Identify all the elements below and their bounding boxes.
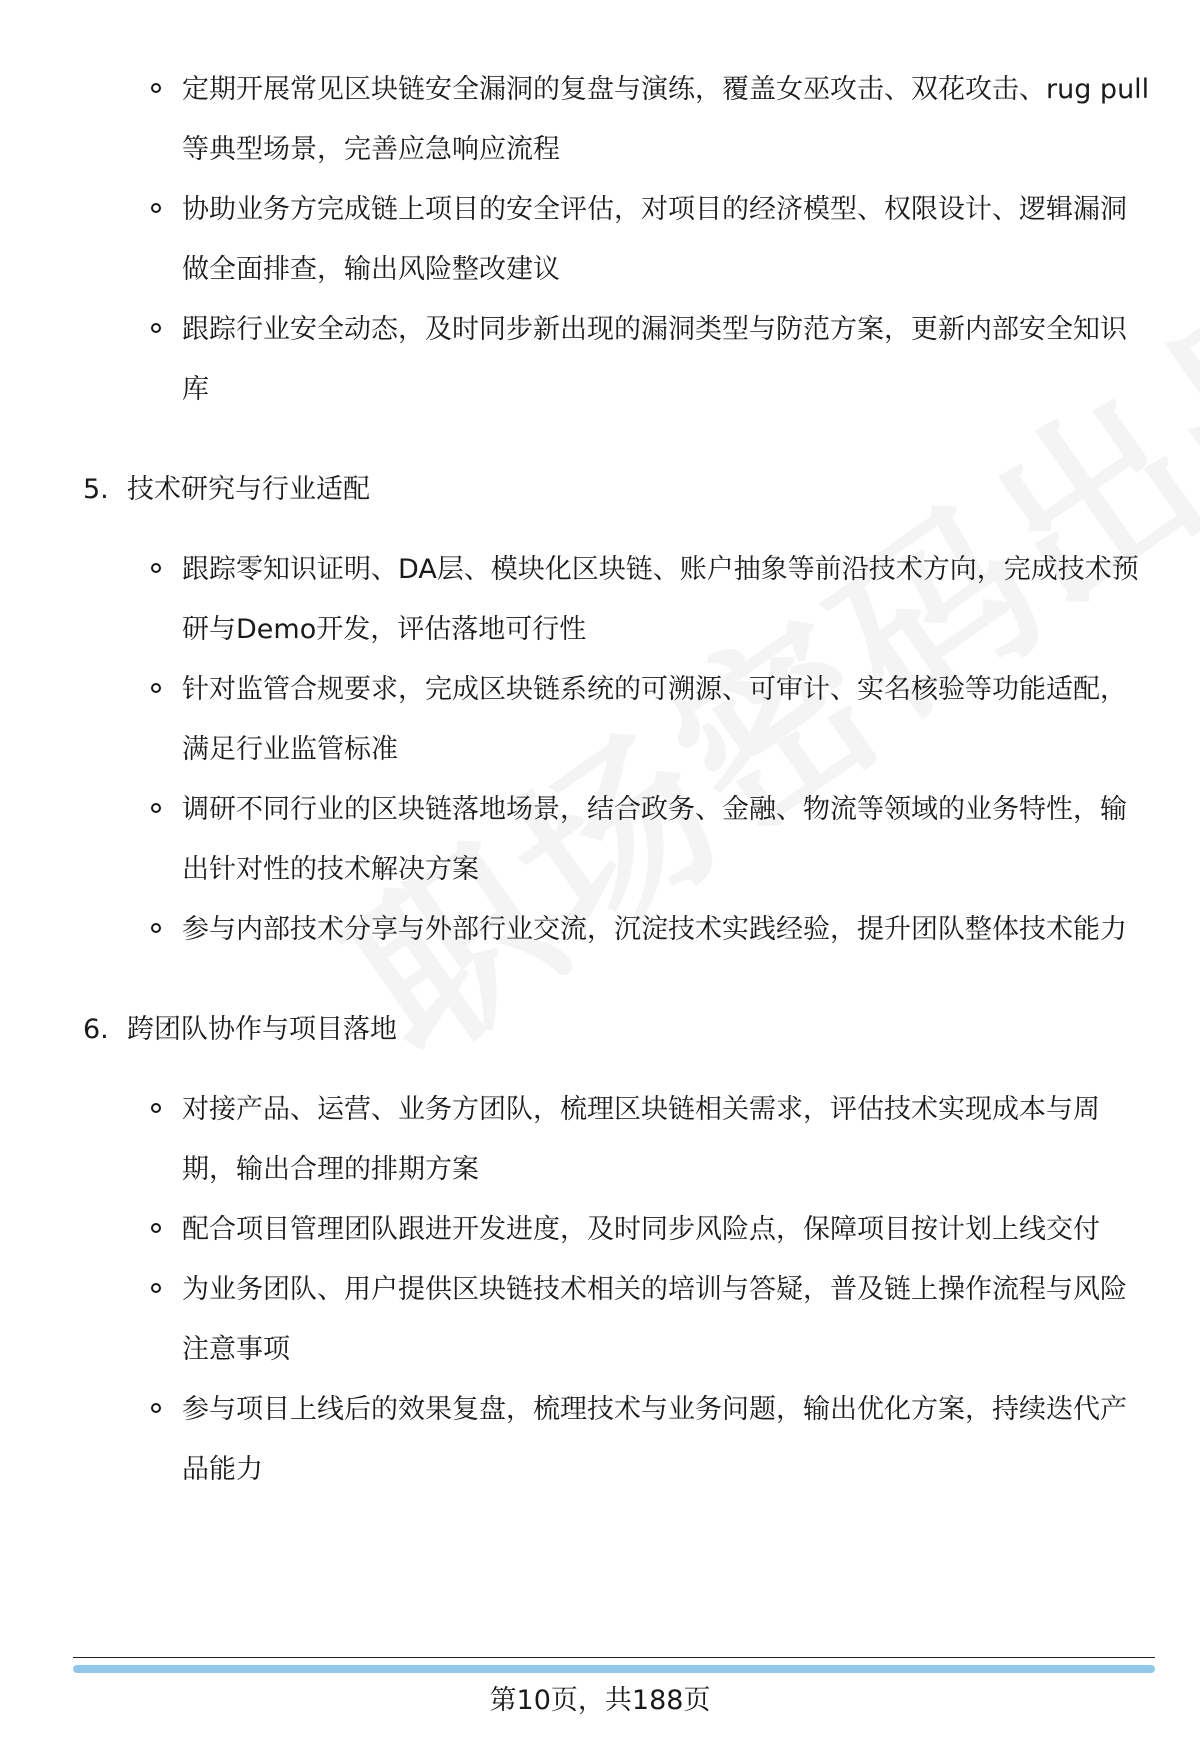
list-item-text: 定期开展常见区块链安全漏洞的复盘与演练，覆盖女巫攻击、双花攻击、rug pull 等典型场景，完善应急响应流程: [182, 74, 1150, 165]
list-item-text: 跟踪零知识证明、DA层、模块化区块链、账户抽象等前沿技术方向，完成技术预研与Demo开发，评估落地可行性: [182, 554, 1139, 645]
section-title: 跨团队协作与项目落地: [127, 1014, 397, 1045]
hollow-circle-bullet-icon: [151, 803, 161, 813]
hollow-circle-bullet-icon: [151, 1283, 161, 1293]
section-continued: [0, 60, 1200, 420]
list-item-text: 对接产品、运营、业务方团队，梳理区块链相关需求，评估技术实现成本与周期，输出合理的排期方案: [182, 1094, 1100, 1185]
page-number: 第10页，共188页: [489, 1685, 711, 1716]
hollow-circle-bullet-icon: [151, 923, 161, 933]
bullet-list: [0, 1080, 1200, 1500]
list-item: [182, 900, 1152, 960]
section-heading: [83, 1010, 1200, 1050]
bullet-list: [0, 60, 1200, 420]
list-item: [182, 300, 1152, 420]
list-item: [182, 540, 1152, 660]
hollow-circle-bullet-icon: [151, 323, 161, 333]
list-item: [182, 60, 1152, 180]
section-6: [0, 1010, 1200, 1500]
list-item: [182, 180, 1152, 300]
list-item: [182, 1080, 1152, 1200]
hollow-circle-bullet-icon: [151, 1103, 161, 1113]
hollow-circle-bullet-icon: [151, 203, 161, 213]
section-5: [0, 470, 1200, 960]
list-item: [182, 1380, 1152, 1500]
document-content: [0, 60, 1200, 1500]
hollow-circle-bullet-icon: [151, 683, 161, 693]
list-item-text: 为业务团队、用户提供区块链技术相关的培训与答疑，普及链上操作流程与风险注意事项: [182, 1274, 1127, 1365]
list-item: [182, 1260, 1152, 1380]
footer-accent-bar: [73, 1665, 1155, 1673]
list-item-text: 针对监管合规要求，完成区块链系统的可溯源、可审计、实名核验等功能适配，满足行业监管标准: [182, 674, 1127, 765]
list-item-text: 协助业务方完成链上项目的安全评估，对项目的经济模型、权限设计、逻辑漏洞做全面排查，输出风险整改建议: [182, 194, 1127, 285]
list-item-text: 参与内部技术分享与外部行业交流，沉淀技术实践经验，提升团队整体技术能力: [182, 914, 1127, 945]
section-title: 技术研究与行业适配: [127, 474, 370, 505]
section-heading: [83, 470, 1200, 510]
hollow-circle-bullet-icon: [151, 1403, 161, 1413]
hollow-circle-bullet-icon: [151, 83, 161, 93]
list-item-text: 调研不同行业的区块链落地场景，结合政务、金融、物流等领域的业务特性，输出针对性的技术解决方案: [182, 794, 1127, 885]
footer-divider: [73, 1657, 1155, 1658]
hollow-circle-bullet-icon: [151, 563, 161, 573]
list-item-text: 配合项目管理团队跟进开发进度，及时同步风险点，保障项目按计划上线交付: [182, 1214, 1100, 1245]
hollow-circle-bullet-icon: [151, 1223, 161, 1233]
section-number: 6.: [83, 1014, 109, 1045]
list-item-text: 跟踪行业安全动态，及时同步新出现的漏洞类型与防范方案，更新内部安全知识库: [182, 314, 1127, 405]
list-item: [182, 780, 1152, 900]
bullet-list: [0, 540, 1200, 960]
list-item: [182, 660, 1152, 780]
list-item-text: 参与项目上线后的效果复盘，梳理技术与业务问题，输出优化方案，持续迭代产品能力: [182, 1394, 1127, 1485]
list-item: [182, 1200, 1152, 1260]
section-number: 5.: [83, 474, 109, 505]
